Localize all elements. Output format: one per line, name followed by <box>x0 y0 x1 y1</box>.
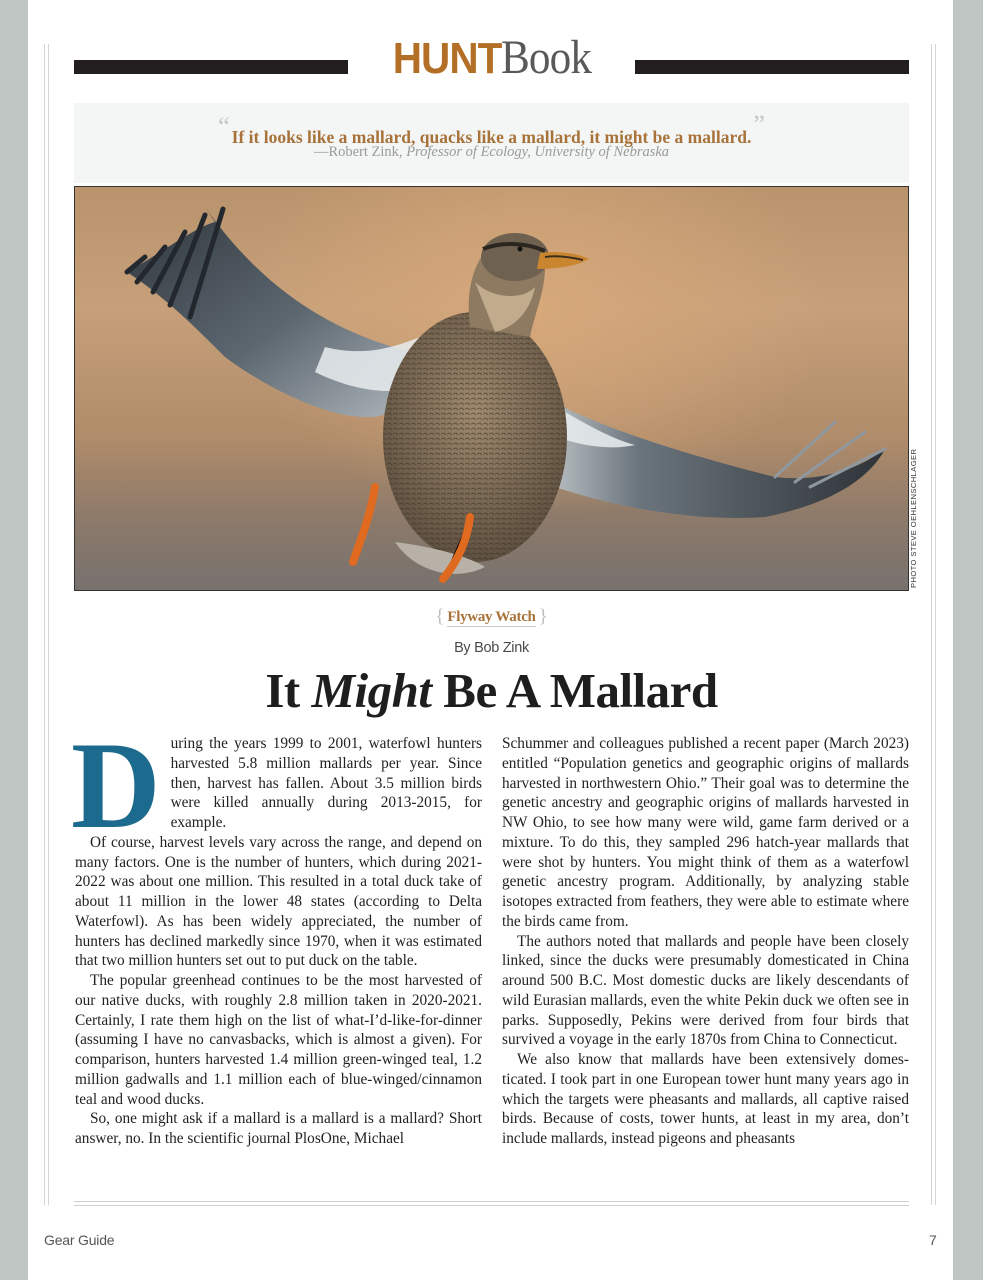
open-brace-icon: { <box>435 606 445 627</box>
photo-credit: PHOTO STEVE OEHLENSCHLAGER <box>909 448 918 588</box>
drop-cap: D <box>71 717 161 854</box>
close-brace-icon: } <box>538 606 548 627</box>
article-column-left <box>71 717 482 1149</box>
logo-hunt: HUNT <box>392 34 502 83</box>
attribution-name: —Robert Zink, <box>313 144 407 160</box>
huntbook-logo <box>352 28 632 88</box>
paragraph: So, one might ask if a mallard is a mallard is a mallard? Short answer, no. In the scientific journal PlosOne, Michael <box>75 1110 482 1147</box>
logo-book: Book <box>501 31 592 84</box>
paragraph: Schummer and colleagues published a recent paper (March 2023) entitled “Population genetics and geographic origins of mallards harvested in northwestern Ohio.” Their goal was to determine the genetic ancestry and geographic origins of mallards harvested in NW Ohio, to see how many were wild, game farm derived or a mixture. To do this, they sampled 296 hatch-year mallards that were shot by hunters. You might think of them as a waterfowl genetic ancestry program. Additionally, by analyzing stable isotopes extracted from feathers, they were able to estimate where the birds came from. <box>502 735 909 930</box>
publication-name: Gear Guide <box>44 1232 115 1248</box>
mallard-photo <box>74 186 909 591</box>
header-bar-left <box>74 60 348 74</box>
paragraph: The authors noted that mallards and people have been closely linked, since the ducks were presumably domesticated in China around 500 B.C. Most domestic ducks are likely descendants of wild Eurasian mallards, even the white Pekin duck we often see in parks. Supposedly, Pekins were derived from four birds that survived a voyage in the early 1870s from China to Connecticut. <box>502 932 909 1049</box>
page-number: 7 <box>929 1232 937 1248</box>
article-headline: It Might Be A Mallard <box>265 663 718 718</box>
quote-text: If it looks like a mallard, quacks like a mallard, it might be a mallard. <box>231 127 752 147</box>
article-column-right <box>502 734 909 1149</box>
open-quote-icon: “ <box>218 112 230 141</box>
paragraph: During the years 1999 to 2001, waterfowl hunters harvested 5.8 million mallards per year. Since then, harvest has fallen. About 3.5 million birds were killed annually during 2013-2015, for example. <box>71 717 482 854</box>
footer-rule <box>74 1201 909 1206</box>
paragraph: Of course, harvest levels vary across the range, and depend on many factors. One is the number of hunters, which during 2021-2022 was about one million. This resulted in a total duck take of about 11 million in the lower 48 states (according to Delta Waterfowl). As has been widely appreciated, the number of hunters has declined markedly since 1970, when it was estimated that two million hunters set out to put duck on the table. <box>75 833 482 970</box>
paragraph: We also know that mallards have been extensively domesticated. I took part in one European tower hunt many years ago in which the targets were pheasants and mallards, all captive raised birds. Because of costs, tower hunts, at least in my area, don’t include mallards, instead pigeons and pheasants <box>502 1051 909 1147</box>
header-bar-right <box>635 60 909 74</box>
section-header <box>74 28 909 88</box>
attribution-role: Professor of Ecology, University of Nebraska <box>406 144 670 160</box>
close-quote-icon: ” <box>753 110 765 139</box>
pull-quote <box>74 103 909 183</box>
paragraph: The popular greenhead continues to be the most harvested of our native ducks, with roughly 2.8 million taken in 2020-2021. Certainly, I rate them high on the list of what-I’d-like-for-dinner (assuming I have no canvasbacks, which is almost a given). For comparison, hunters harvested 1.4 million green-winged teal, 1.2 million gadwalls and 1.1 million each of blue-winged/cinnamon teal and wood ducks. <box>75 972 482 1108</box>
mallard-illustration <box>75 187 908 590</box>
department-kicker <box>0 606 983 628</box>
kicker-label: Flyway Watch <box>447 608 536 625</box>
byline: By Bob Zink <box>454 640 529 656</box>
quote-attribution <box>74 144 909 161</box>
